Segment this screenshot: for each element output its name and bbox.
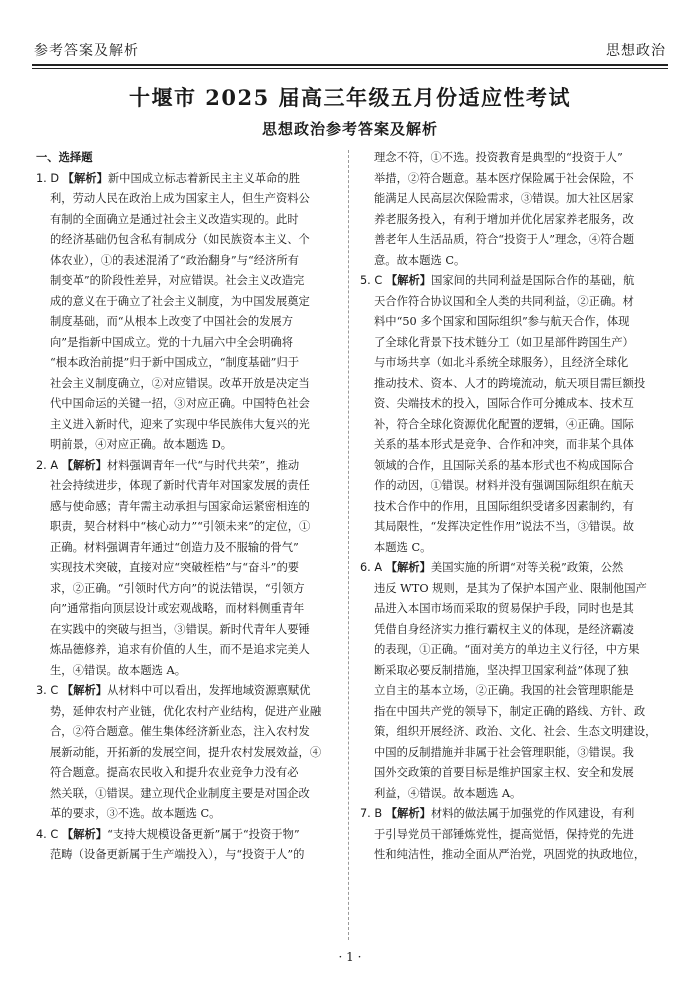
- answer-line: 然关联，①错误。建立现代企业制度主要是对国企改: [50, 786, 310, 800]
- analysis-tag: 【解析】: [62, 171, 108, 185]
- answer-line: 明前景，④对应正确。故本题选 D。: [50, 438, 233, 451]
- answer-line: 成的意义在于确立了社会主义制度，为中国发展奠定: [50, 294, 310, 308]
- answer-line: 势，延伸农村产业链，优化农村产业结构，促进产业融: [50, 704, 322, 718]
- answer-line: 于引导党员干部锤炼党性，提高觉悟，保持党的先进: [374, 827, 634, 841]
- answer-line: 推动技术、资本、人才的跨境流动，航天项目需巨额投: [374, 376, 646, 390]
- answer-lines: [36, 476, 336, 681]
- question-number: 4. C: [36, 827, 59, 841]
- column-divider: [348, 150, 349, 940]
- answer-lines: [36, 189, 336, 456]
- section-heading: 一、选择题: [36, 151, 93, 164]
- analysis-tag: 【解析】: [385, 807, 431, 820]
- page-number: · 1 ·: [338, 950, 362, 964]
- question-number: 2. A: [36, 458, 59, 472]
- answer-line: 善老年人生活品质，符合“投资于人”理念，④符合题: [374, 233, 635, 246]
- answer-line: 求，②正确。“引领时代方向”的说法错误，“引领方: [50, 581, 305, 595]
- left-column: [36, 148, 336, 866]
- answer-line: 品进入本国市场而采取的贸易保护手段，同时也是其: [374, 602, 634, 615]
- question-4: [36, 825, 336, 866]
- question-number: 6. A: [360, 561, 383, 574]
- header-rule-thick: [32, 64, 668, 66]
- question-number: 7. B: [360, 807, 383, 820]
- answer-line: 实现技术突破，直接对应“突破桎梏”与“奋斗”的要: [50, 561, 300, 574]
- answer-line: 料中“50 多个国家和国际组织”参与航天合作，体现: [374, 315, 630, 328]
- answer-lines: [360, 292, 660, 559]
- answer-line: 违反 WTO 规则，是其为了保护本国产业、限制他国产: [374, 581, 647, 595]
- question-number: 5. C: [360, 274, 383, 287]
- header-left: 参考答案及解析: [34, 43, 139, 59]
- answer-line: 能满足人民高层次保险需求，③错误。加大社区居家: [374, 192, 634, 205]
- answer-line: 关系的基本形式是竞争、合作和冲突，而非某个具体: [374, 438, 634, 451]
- question-4-continued: [360, 148, 660, 271]
- analysis-tag: 【解析】: [61, 827, 108, 841]
- answer-line: 其局限性，“发挥决定性作用”说法不当，③错误。故: [374, 520, 635, 533]
- answer-line: 正确。材料强调青年通过“创造力及不服输的骨气”: [50, 540, 299, 554]
- answer-line: 符合题意。提高农民收入和提升农业竞争力没有必: [50, 766, 299, 779]
- answer-text: 材料的做法属于加强党的作风建设，有利: [430, 807, 635, 820]
- question-6: [360, 558, 660, 804]
- page-title: 十堰市 2025 届高三年级五月份适应性考试: [128, 85, 572, 110]
- answer-lines: [36, 702, 336, 825]
- answer-line: 感与使命感；青年需主动承担与国家命运紧密相连的: [50, 499, 310, 513]
- analysis-tag: 【解析】: [61, 458, 107, 472]
- answer-line: 举措，②符合题意。基本医疗保险属于社会保险，不: [374, 171, 634, 185]
- answer-line: 作的动因，①错误。材料并没有强调国际组织在航天: [374, 479, 634, 492]
- header-right: 思想政治: [606, 43, 666, 59]
- answer-line: 指在中国共产党的领导下，制定正确的路线、方针、政: [374, 704, 646, 718]
- question-3: [36, 681, 336, 825]
- answer-line: 展新动能，开拓新的发展空间，提升农村发展效益，④: [50, 745, 322, 759]
- answer-text: 美国实施的所谓“对等关税”政策，公然: [430, 561, 624, 574]
- question-2: [36, 456, 336, 682]
- answer-line: 向”是指新中国成立。党的十九届六中全会明确将: [50, 335, 294, 349]
- page-header: [32, 40, 668, 62]
- analysis-tag: 【解析】: [385, 561, 431, 574]
- answer-line: 中国的反制措施并非属于社会管理职能，③错误。我: [374, 745, 634, 759]
- answer-line: 主义进入新时代，迎来了实现中华民族伟大复兴的光: [50, 417, 310, 431]
- answer-line: 策，组织开展经济、政治、文化、社会、生态文明建设，: [374, 725, 657, 738]
- answer-line: 技术合作中的作用，且国际组织受诸多因素制约，有: [374, 499, 634, 513]
- answer-line: 革的要求，③不选。故本题选 C。: [50, 807, 221, 820]
- answer-line: 本题选 C。: [374, 540, 432, 554]
- answer-line: 意。故本题选 C。: [374, 253, 466, 267]
- answer-line: 体农业），①的表述混淆了“政治翻身”与“经济所有: [50, 253, 299, 267]
- answer-line: 在实践中的突破与担当，③错误。新时代青年人要锤: [50, 622, 310, 636]
- answer-line: 的表现，①正确。“面对美方的单边主义行径，中方果: [374, 643, 640, 656]
- analysis-tag: 【解析】: [61, 684, 108, 697]
- answer-text: “支持大规模设备更新”属于“投资于物”: [107, 827, 300, 841]
- right-column: [360, 148, 660, 866]
- answer-text: 材料强调青年一代“与时代共荣”，推动: [106, 458, 300, 472]
- answer-line: 利益，④错误。故本题选 A。: [374, 786, 522, 800]
- answer-line: 立自主的基本立场，②正确。我国的社会管理职能是: [374, 684, 634, 697]
- answer-line: 养老服务投入，有利于增加并优化居家养老服务，改: [374, 212, 634, 226]
- answer-line: 性和纯洁性，推动全面从严治党，巩固党的执政地位，: [374, 848, 646, 861]
- answer-lines: [36, 845, 336, 866]
- answer-line: 范畴（设备更新属于生产端投入），与“投资于人”的: [50, 848, 305, 861]
- answer-line: 职责，契合材料中“核心动力”“引领未来”的定位，①: [50, 520, 311, 533]
- answer-text: 从材料中可以看出，发挥地域资源禀赋优: [107, 684, 311, 697]
- question-1: [36, 169, 336, 456]
- answer-line: 社会持续进步，体现了新时代青年对国家发展的责任: [50, 479, 310, 492]
- answer-line: 制变革”的阶段性差异，对应错误。社会主义改造完: [50, 274, 305, 287]
- answer-line: 国外交政策的首要目标是维护国家主权、安全和发展: [374, 766, 634, 779]
- answer-lines: [360, 579, 660, 805]
- question-number: 1. D: [36, 171, 60, 185]
- answer-line: 的经济基础仍包含私有制成分（如民族资本主义、个: [50, 233, 310, 246]
- answer-line: 了全球化背景下技术链分工（如卫星部件跨国生产）: [374, 335, 634, 349]
- answer-line: 断采取必要反制措施，坚决捍卫国家利益”体现了独: [374, 663, 629, 677]
- answer-text: 国家间的共同利益是国际合作的基础，航: [431, 274, 635, 287]
- answer-lines: [360, 148, 660, 271]
- answer-line: 向”通常指向顶层设计或宏观战略，而材料侧重青年: [50, 602, 305, 615]
- answer-line: 补，符合全球化资源优化配置的逻辑，④正确。国际: [374, 417, 634, 431]
- answer-line: 领域的合作，且国际关系的基本形式也不构成国际合: [374, 458, 634, 472]
- answer-line: 与市场共享（如北斗系统全球服务），且经济全球化: [374, 356, 629, 369]
- question-number: 3. C: [36, 684, 59, 697]
- answer-text: 新中国成立标志着新民主主义革命的胜: [107, 171, 300, 185]
- answer-line: 资、尖端技术的投入，国际合作可分摊成本、技术互: [374, 397, 634, 410]
- answer-line: 天合作符合协议国和全人类的共同利益，②正确。材: [374, 294, 634, 308]
- answer-line: 合，②符合题意。催生集体经济新业态，注入农村发: [50, 725, 310, 738]
- answer-line: 代中国命运的关键一招，③对应正确。中国特色社会: [50, 397, 310, 410]
- answer-line: 制度基础，而“从根本上改变了中国社会的发展方: [50, 315, 294, 328]
- answer-line: 利，劳动人民在政治上成为国家主人，但生产资料公: [50, 192, 310, 205]
- page-subtitle: 思想政治参考答案及解析: [261, 120, 438, 138]
- answer-line: 社会主义制度确立，②对应错误。改革开放是决定当: [50, 376, 310, 390]
- answer-line: 生，④错误。故本题选 A。: [50, 663, 187, 677]
- answer-line: 有制的全面确立是通过社会主义改造实现的。此时: [50, 212, 299, 226]
- answer-lines: [360, 825, 660, 866]
- answer-line: “根本政治前提”归于新中国成立，“制度基础”归于: [50, 356, 300, 369]
- analysis-tag: 【解析】: [385, 274, 432, 287]
- answer-line: 炼品德修养，追求有价值的人生，而不是追求完美人: [50, 643, 310, 656]
- question-5: [360, 271, 660, 558]
- answer-line: 凭借自身经济实力推行霸权主义的体现，是经济霸凌: [374, 622, 634, 636]
- question-7: [360, 804, 660, 866]
- header-rule-thin: [32, 68, 668, 69]
- answer-line: 理念不符，①不选。投资教育是典型的“投资于人”: [374, 151, 623, 164]
